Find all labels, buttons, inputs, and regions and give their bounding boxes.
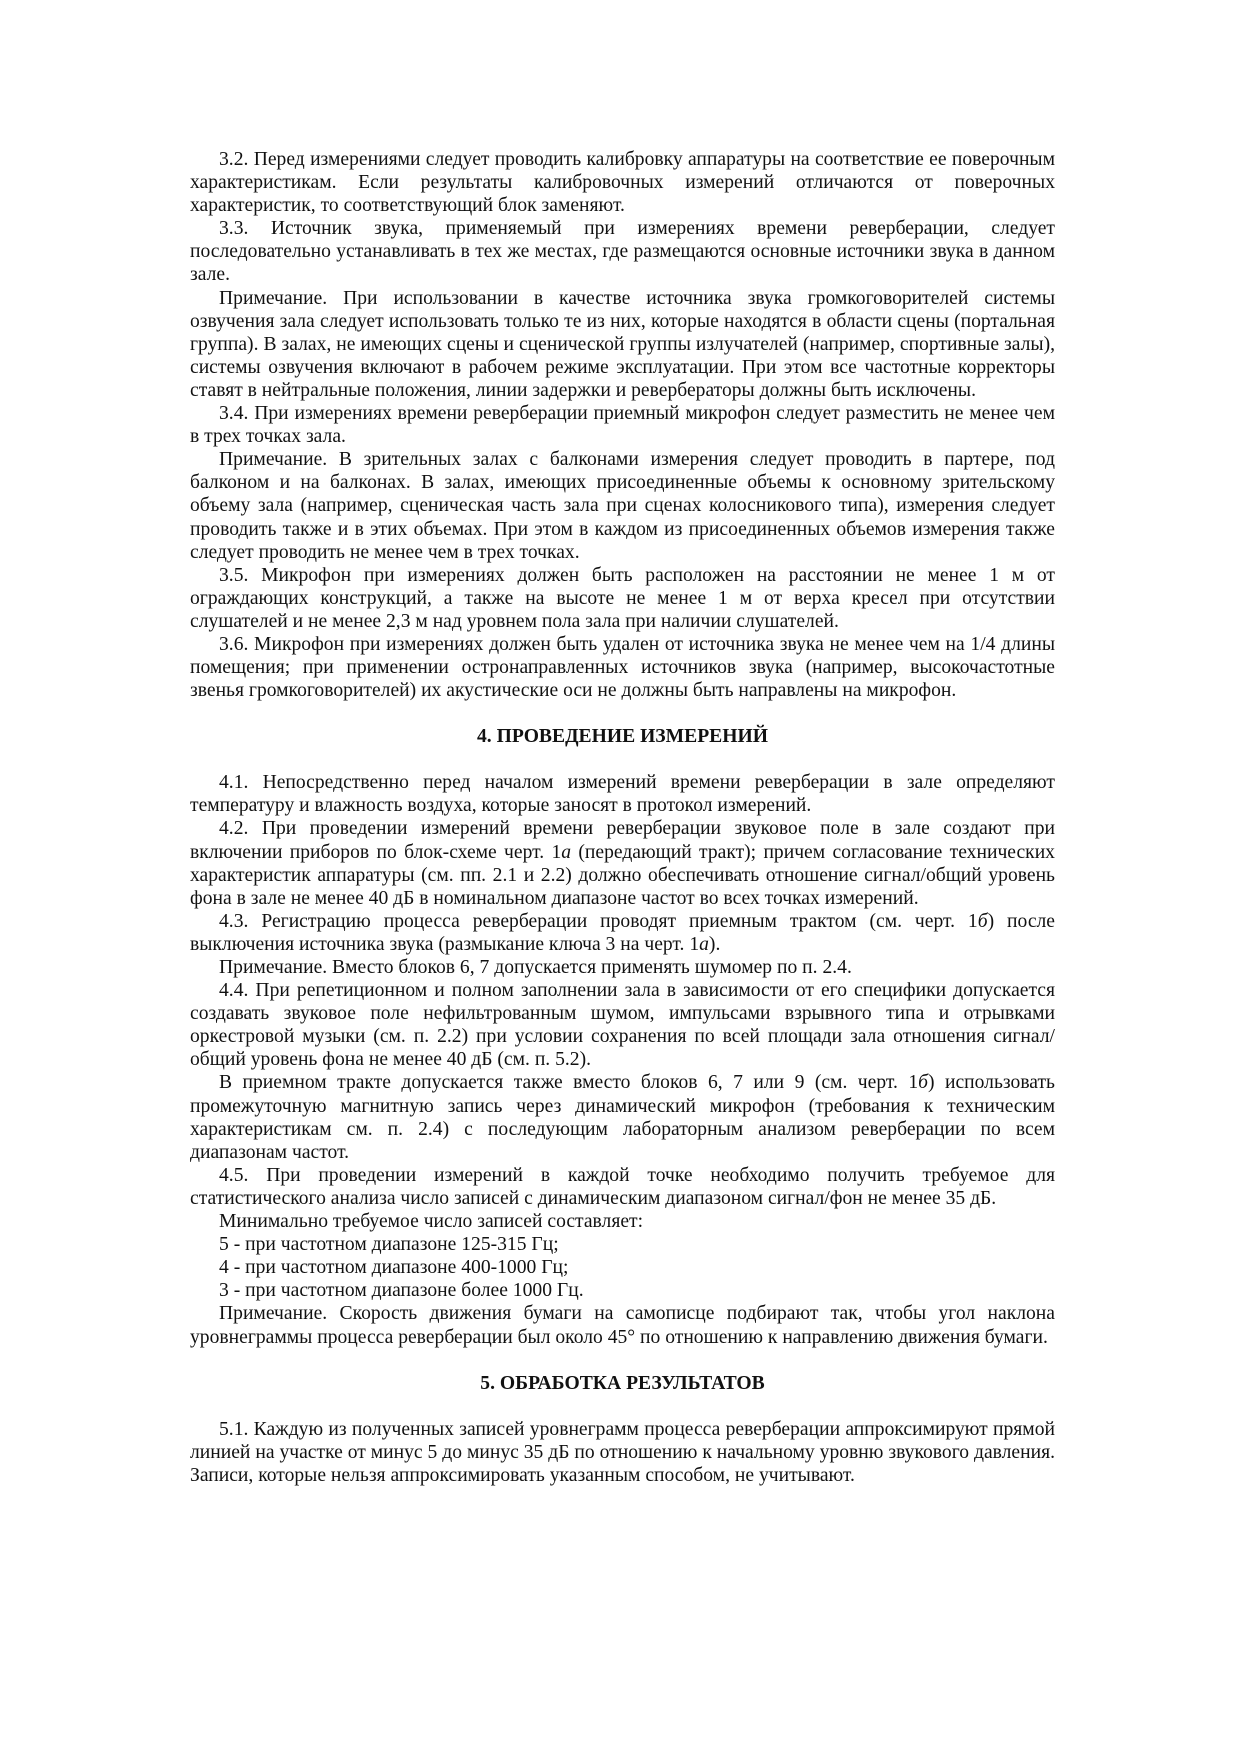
list-item: 5 - при частотном диапазоне 125-315 Гц; <box>219 1234 559 1256</box>
paragraph-4-3-text-c: ). <box>708 933 721 955</box>
paragraph-4-1: 4.1. Непосредственно перед началом измерений времени реверберации в зале определяют температуру и влажность воздуха, которые заносят в протокол измерений. <box>190 772 1055 817</box>
paragraph-4-3-text-b: ) после выключения источника звука (размыкание ключа 3 на черт. 1 <box>190 910 1055 955</box>
paragraph-3-2: 3.2. Перед измерениями следует проводить калибровку аппаратуры на соответствие ее поверочным характеристикам. Если результаты калибровочных измерений отличаются от поверочных характеристик, то соответствующий блок заменяют. <box>190 149 1055 217</box>
paragraph-3-3: 3.3. Источник звука, применяемый при измерениях времени реверберации, следует последовательно устанавливать в тех же местах, где размещаются основные источники звука в данном зале. <box>190 218 1055 286</box>
paragraph-4-3-italic-2: а <box>699 933 709 955</box>
paragraph-4-4b-text-a: В приемном тракте допускается также вместо блоков 6, 7 или 9 (см. черт. 1 <box>219 1072 919 1094</box>
note-3-3: Примечание. При использовании в качестве источника звука громкоговорителей системы озвучения зала следует использовать только те из них, которые находятся в области сцены (портальная группа). В залах, не имеющих сцены и сценической группы излучателей (например, спортивные залы), системы озвучения включают в рабочем режиме эксплуатации. При этом все частотные корректоры ставят в нейтральные положения, линии задержки и ревербераторы должны быть исключены. <box>190 287 1055 401</box>
paragraph-3-5: 3.5. Микрофон при измерениях должен быть расположен на расстоянии не менее 1 м от ограждающих конструкций, а также на высоте не менее 1 м от верха кресел при отсутствии слушателей и не менее 2,3 м над уровнем пола зала при наличии слушателей. <box>190 564 1055 632</box>
section-4-heading: 4. ПРОВЕДЕНИЕ ИЗМЕРЕНИЙ <box>477 726 768 748</box>
paragraph-4-2-text-a: 4.2. При проведении измерений времени реверберации звуковое поле в зале создают при включении приборов по блок-схеме черт. 1 <box>190 818 1055 863</box>
paragraph-4-4: 4.4. При репетиционном и полном заполнении зала в зависимости от его специфики допускается создавать звуковое поле нефильтрованным шумом, импульсами взрывного типа и отрывками оркестровой музыки (см. п. 2.2) при условии сохранения по всей площади зала отношения сигнал/общий уровень фона не менее 40 дБ (см. п. 5.2). <box>190 980 1055 1071</box>
paragraph-3-6: 3.6. Микрофон при измерениях должен быть удален от источника звука не менее чем на 1/4 длины помещения; при применении остронаправленных источников звука (например, высокочастотные звенья громкоговорителей) их акустические оси не должны быть направлены на микрофон. <box>190 633 1055 702</box>
paragraph-5-1: 5.1. Каждую из полученных записей уровнеграмм процесса реверберации аппроксимируют прямой линией на участке от минус 5 до минус 35 дБ по отношению к начальному уровню звукового давления. Записи, которые нельзя аппроксимировать указанным способом, не учитывают. <box>190 1418 1055 1486</box>
list-item: 4 - при частотном диапазоне 400-1000 Гц; <box>219 1257 569 1279</box>
paragraph-4-3-text-a: 4.3. Регистрацию процесса реверберации проводят приемным трактом (см. черт. 1 <box>219 910 978 932</box>
section-5-heading: 5. ОБРАБОТКА РЕЗУЛЬТАТОВ <box>480 1372 765 1394</box>
paragraph-4-2-text-b: (передающий тракт); причем согласование технических характеристик аппаратуры (см. пп. 2.1 и 2.2) должно обеспечивать отношение сигнал/общий уровень фона в зале не менее 40 дБ в номинальном диапазоне частот во всех точках измерений. <box>190 841 1055 909</box>
note-4-5: Примечание. Скорость движения бумаги на самописце подбирают так, чтобы угол наклона уровнеграммы процесса реверберации был около 45° по отношению к направлению движения бумаги. <box>190 1303 1055 1348</box>
paragraph-4-4b-text-b: ) использовать промежуточную магнитную запись через динамический микрофон (требования к техническим характеристикам см. п. 2.4) с последующим лабораторным анализом реверберации по всем диапазонам частот. <box>190 1072 1055 1163</box>
paragraph-3-4: 3.4. При измерениях времени реверберации приемный микрофон следует разместить не менее чем в трех точках зала. <box>190 403 1055 448</box>
document-page <box>190 148 1055 1487</box>
paragraph-4-4-continued <box>190 1071 1055 1163</box>
note-4-3: Примечание. Вместо блоков 6, 7 допускается применять шумомер по п. 2.4. <box>219 957 852 978</box>
list-item: 3 - при частотном диапазоне более 1000 Гц. <box>219 1280 584 1302</box>
paragraph-4-5: 4.5. При проведении измерений в каждой точке необходимо получить требуемое для статистического анализа число записей с динамическим диапазоном сигнал/фон не менее 35 дБ. <box>190 1164 1055 1209</box>
paragraph-4-3 <box>190 910 1055 956</box>
paragraph-4-3-italic-1: б <box>977 910 988 932</box>
min-count-line: Минимально требуемое число записей составляет: <box>219 1211 644 1233</box>
note-3-4: Примечание. В зрительных залах с балконами измерения следует проводить в партере, под балконом и на балконах. В залах, имеющих присоединенные объемы к основному зрительскому объему зала (например, сценическая часть зала при сценах колосникового типа), измерения следует проводить также и в этих объемах. При этом в каждом из присоединенных объемов измерения также следует проводить не менее чем в трех точках. <box>190 449 1055 563</box>
paragraph-4-2-italic: а <box>561 841 572 863</box>
paragraph-4-2 <box>190 817 1055 909</box>
paragraph-4-4b-italic: б <box>918 1072 928 1094</box>
